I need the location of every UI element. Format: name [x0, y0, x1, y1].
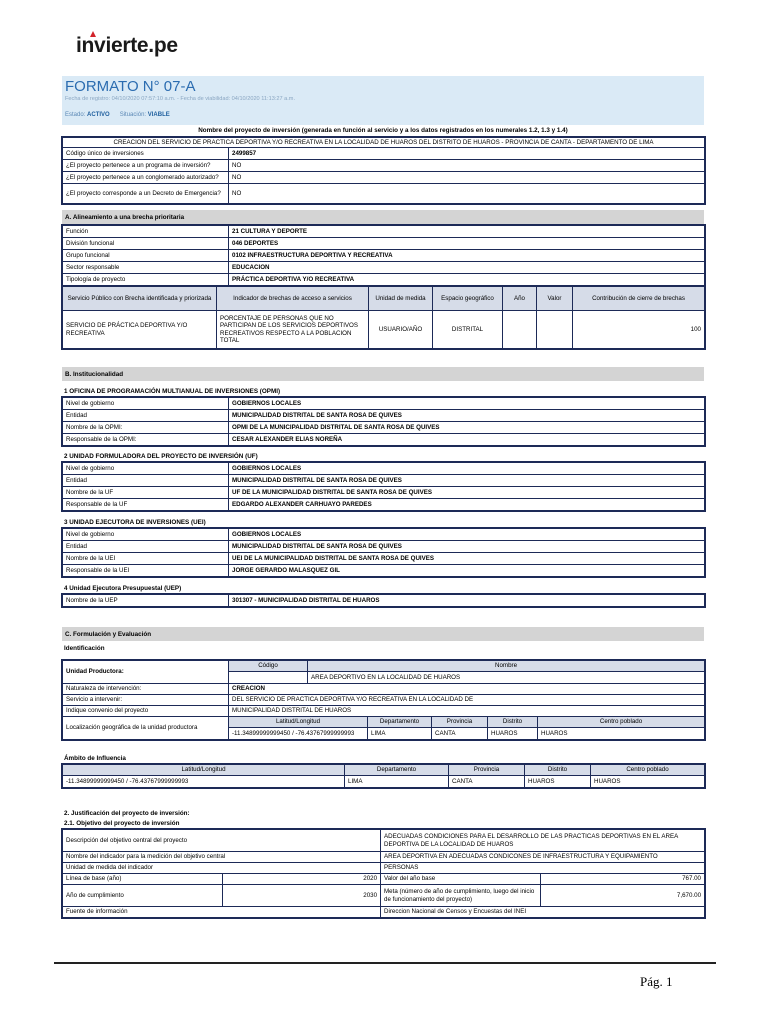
project-name-header: Nombre del proyecto de inversión (generada en función al servicio y a los datos registrados en los numerales 1.2, 1.3 y 1.4) [198, 127, 568, 134]
section-b-title: B. Institucionalidad [62, 367, 704, 381]
objetivo-table: Descripción del objetivo central del proyecto ADECUADAS CONDICIONES PARA EL DESARROLLO DE LAS PRACTICAS DEPORTIVAS EN EL AREA DEPORTIVA DE LA LOCALIDAD DE HUAROS Nombre del indicador para la medición del objetivo central AREA DEPORTIVA EN ADECUADAS CONDICONES DE INFRAESTRUCTURA Y EQUIPAMIENTO Unidad de medida del indicador PERSONAS Línea de base (año) 2020 Valor del año base 767.00 Año de cumplimiento 2030 Meta (número de año de cumplimiento, luego del inicio de funcionamiento del proyecto) 7,670.00 Fuente de información Direccion Nacional de Censos y Encuestas del INEI [62, 829, 705, 918]
section-c-title: C. Formulación y Evaluación [62, 627, 704, 641]
section-a-title: A. Alineamiento a una brecha prioritaria [62, 210, 704, 224]
situacion-value: VIABLE [147, 112, 170, 118]
format-title: FORMATO N° 07-A [65, 78, 196, 95]
gap-table: Servicio Público con Brecha identificada y priorizada Indicador de brechas de acceso a servicios Unidad de medida Espacio geográfico Año Valor Contribución de cierre de brechas SERVICIO DE PRÁCTICA DEPORTIVA Y/O RECREATIVA PORCENTAJE DE PERSONAS QUE NO PARTICIPAN DE LOS SERVICIOS DEPORTIVOS RECREATIVOS RESPECTO A LA POBLACION TOTAL USUARIO/AÑO DISTRITAL 100 [62, 286, 705, 349]
opmi-table: Nivel de gobierno GOBIERNOS LOCALES Entidad MUNICIPALIDAD DISTRITAL DE SANTA ROSA DE QUIVES Nombre de la OPMI: OPMI DE LA MUNICIPALIDAD DISTRITAL DE SANTA ROSA DE QUIVES Responsable de la OPMI: CESAR ALEXANDER ELIAS NOREÑA [62, 397, 705, 446]
identificacion-title: Identificación [64, 645, 105, 652]
logo-text: invierte.pe [76, 34, 178, 57]
uf-table: Nivel de gobierno GOBIERNOS LOCALES Entidad MUNICIPALIDAD DISTRITAL DE SANTA ROSA DE QUIVES Nombre de la UF UF DE LA MUNICIPALIDAD DISTRITAL DE SANTA ROSA DE QUIVES Responsable de la UF EDGARDO ALEXANDER CARHUAYO PAREDES [62, 462, 705, 511]
format-dates: Fecha de registro: 04/10/2020 07:57:10 a.m. - Fecha de viabilidad: 04/10/2020 11:13:27 a.m. [65, 96, 296, 102]
opmi-title: 1 OFICINA DE PROGRAMACIÓN MULTIANUAL DE INVERSIONES (OPMI) [64, 388, 281, 395]
gap-row: SERVICIO DE PRÁCTICA DEPORTIVA Y/O RECREATIVA PORCENTAJE DE PERSONAS QUE NO PARTICIPAN DE LOS SERVICIOS DEPORTIVOS RECREATIVOS RESPECTO A LA POBLACION TOTAL USUARIO/AÑO DISTRITAL 100 [63, 311, 705, 349]
estado-value: ACTIVO [87, 112, 110, 118]
codigo-unico: 2499857 [229, 148, 705, 160]
localizacion-label: Localización geográfica de la unidad productora [63, 717, 229, 740]
ambito-table: Latitud/Longitud Departamento Provincia Distrito Centro poblado -11.34899999999450 / -76.43767999999993 LIMA CANTA HUAROS HUAROS [62, 764, 705, 788]
objetivo-title: 2.1. Objetivo del proyecto de inversión [64, 820, 180, 827]
unidad-productora-label: Unidad Productora: [63, 661, 229, 684]
uep-table: Nombre de la UEP 301307 - MUNICIPALIDAD DISTRITAL DE HUAROS [62, 594, 705, 607]
unidad-productora-table: Unidad Productora: Código Nombre AREA DEPORTIVO EN LA LOCALIDAD DE HUAROS Naturaleza de intervención: CREACION Servicio a intervenir: DEL SERVICIO DE PRACTICA DEPORTIVA Y/O RECREATIVA EN LA LOCALIDAD DE Indique convenio del proyecto MUNICIPALIDAD DISTRITAL DE HUAROS Localización geográfica de la unidad productora Latitud/Longitud Departamento Provincia Distrito Centro poblado -11.34899999999450 / -76.43767999999993 LIMA CANTA HUAROS HUAROS [62, 660, 705, 740]
project-name: CREACION DEL SERVICIO DE PRACTICA DEPORTIVA Y/O RECREATIVA EN LA LOCALIDAD DE HUAROS DEL DISTRITO DE HUAROS - PROVINCIA DE CANTA - DEPARTAMENTO DE LIMA [63, 138, 705, 148]
invierte-logo [76, 34, 178, 58]
uei-title: 3 UNIDAD EJECUTORA DE INVERSIONES (UEI) [64, 519, 206, 526]
format-status: Estado: ACTIVO Situación: VIABLE [65, 112, 170, 118]
page-number: Pág. 1 [640, 974, 673, 989]
project-table: CREACION DEL SERVICIO DE PRACTICA DEPORTIVA Y/O RECREATIVA EN LA LOCALIDAD DE HUAROS DEL DISTRITO DE HUAROS - PROVINCIA DE CANTA - DEPARTAMENTO DE LIMA Código único de inversiones 2499857 ¿El proyecto pertenece a un programa de inversión? NO ¿El proyecto pertenece a un conglomerado autorizado? NO ¿El proyecto corresponde a un Decreto de Emergencia? NO [62, 137, 705, 204]
logo-accent-icon [90, 31, 96, 37]
unidad-productora-nombre: AREA DEPORTIVO EN LA LOCALIDAD DE HUAROS [308, 672, 705, 684]
footer-rule [54, 962, 716, 964]
uf-title: 2 UNIDAD FORMULADORA DEL PROYECTO DE INVERSIÓN (UF) [64, 453, 258, 460]
section-a-table: Función 21 CULTURA Y DEPORTE División funcional 046 DEPORTES Grupo funcional 0102 INFRAESTRUCTURA DEPORTIVA Y RECREATIVA Sector responsable EDUCACION Tipología de proyecto PRÁCTICA DEPORTIVA Y/O RECREATIVA [62, 225, 705, 286]
uep-title: 4 Unidad Ejecutora Presupuestal (UEP) [64, 585, 182, 592]
ambito-title: Ámbito de Influencia [64, 755, 126, 762]
unidad-productora-codigo [229, 672, 308, 684]
uei-table: Nivel de gobierno GOBIERNOS LOCALES Entidad MUNICIPALIDAD DISTRITAL DE SANTA ROSA DE QUIVES Nombre de la UEI UEI DE LA MUNICIPALIDAD DISTRITAL DE SANTA ROSA DE QUIVES Responsable de la UEI JORGE GERARDO MALASQUEZ GIL [62, 528, 705, 577]
justificacion-title: 2. Justificación del proyecto de inversión: [64, 810, 190, 817]
